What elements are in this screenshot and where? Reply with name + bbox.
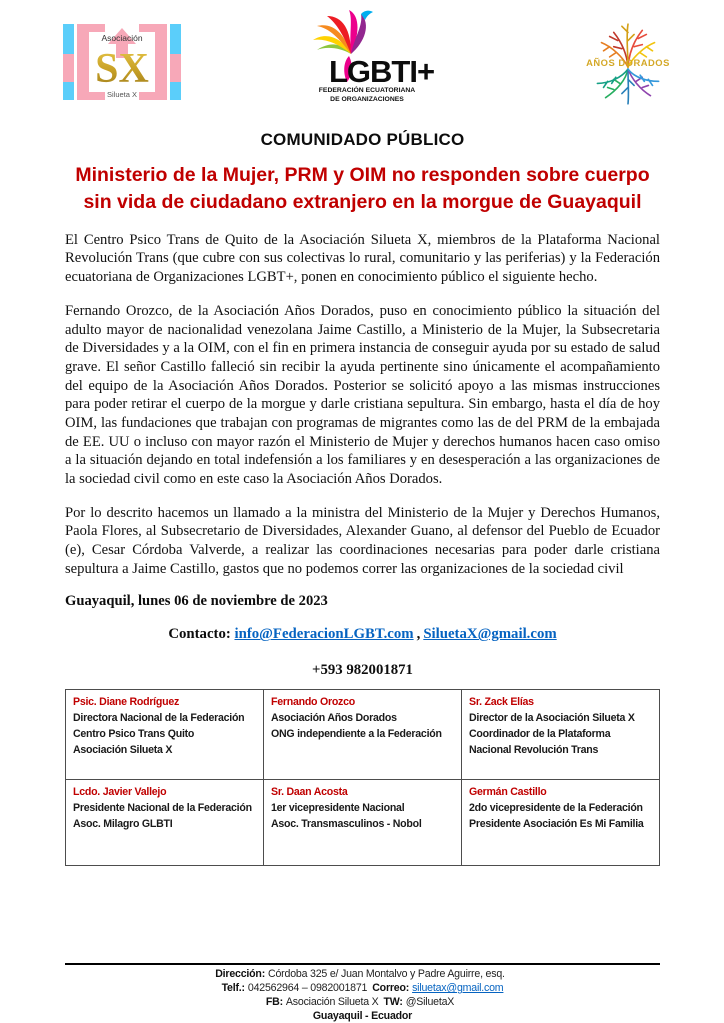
contact-label: Contacto: bbox=[168, 626, 231, 643]
document-title: COMUNIDADO PÚBLICO bbox=[260, 130, 465, 149]
paragraph-1: El Centro Psico Trans de Quito de la Asociación Silueta X, miembros de la Plataforma Nacional Revolución Trans (que cubre con sus colectivas lo rural, comunitario y las periferias) y la Federación ecuatoriana de Organizaciones LGBT+, ponen en conocimiento público el siguiente hecho. bbox=[65, 231, 660, 286]
footer-email-link[interactable]: siluetax@gmail.com bbox=[412, 982, 504, 994]
signatory-cell bbox=[66, 690, 264, 780]
headline: Ministerio de la Mujer, PRM y OIM no responden sobre cuerpo sin vida de ciudadano extranjero en la morgue de Guayaquil bbox=[75, 164, 650, 213]
signatory-role: Asoc. Transmasculinos - Nobol bbox=[271, 818, 422, 831]
signatory-role: 1er vicepresidente Nacional bbox=[271, 802, 405, 815]
telf-label: Telf.: bbox=[221, 982, 245, 994]
lgbti-logo-line2: DE ORGANIZACIONES bbox=[330, 96, 404, 103]
fb-value: Asociación Silueta X bbox=[285, 995, 379, 1008]
signatory-name: Germán Castillo bbox=[469, 786, 547, 799]
footer-city: Guayaquil - Ecuador bbox=[312, 1009, 413, 1022]
table-row bbox=[66, 780, 660, 866]
contact-phone: +593 982001871 bbox=[312, 662, 413, 679]
direccion-value: Córdoba 325 e/ Juan Montalvo y Padre Aguirre, esq. bbox=[268, 968, 505, 981]
anos-dorados-logo-name: AÑOS DORADOS bbox=[586, 58, 670, 69]
signatory-name: Psic. Diane Rodríguez bbox=[73, 696, 180, 709]
footer-social-line bbox=[65, 996, 660, 1010]
signatory-role: Centro Psico Trans Quito bbox=[73, 728, 195, 741]
footer-phone-line bbox=[65, 982, 660, 996]
signatories-table bbox=[65, 689, 660, 866]
anos-dorados-logo-icon bbox=[576, 12, 680, 114]
signatory-name: Fernando Orozco bbox=[271, 696, 355, 709]
lgbti-federation-logo-svg bbox=[295, 8, 435, 104]
signatory-name: Sr. Daan Acosta bbox=[271, 786, 348, 799]
silueta-x-logo-top-text: Asociación bbox=[101, 33, 143, 43]
lgbti-logo-acronym: LGBTI+ bbox=[329, 54, 435, 89]
logo-header bbox=[65, 8, 670, 118]
lgbti-logo-line1: FEDERACIÓN ECUATORIANA bbox=[318, 87, 416, 94]
telf-value: 042562964 – 0982001871 bbox=[247, 982, 368, 994]
tw-label: TW: bbox=[383, 995, 403, 1008]
paragraph-2: Fernando Orozco, de la Asociación Años Dorados, puso en conocimiento público la situación del adulto mayor de nacionalidad venezolana Jaime Castillo, a Ministerio de la Mujer, la Subsecretaria de Diversidades y a la OIM, con el fin en primera instancia de conseguir ayuda por su estado de salud grave. El señor Castillo falleció sin recibir la ayuda pertinente sino únicamente el acompañamiento del equipo de la Asociación Años Dorados. Posterior se solicitó apoyo a las mismas instrucciones para poder retirar el cuerpo de la morgue y darle cristiana sepultura. Sin embargo, hasta el día de hoy OIM, las fundaciones que trabajan con programas de migrantes como las de del PRM de la embajada de EE. UU o incluso con mayor razón el Ministerio de Mujer y derechos humanos hacen caso omiso a la situación dejando en total indefensión a los familiares y en desesperación a las organizaciones de la sociedad civil como en este caso la Asociación Años Dorados. bbox=[65, 302, 660, 487]
footer-address-line bbox=[65, 968, 660, 982]
table-row bbox=[66, 690, 660, 780]
signatory-role: Nacional Revolución Trans bbox=[469, 743, 599, 756]
anos-dorados-logo-svg bbox=[576, 12, 680, 114]
signatory-role: ONG independiente a la Federación bbox=[271, 728, 442, 741]
correo-label: Correo: bbox=[372, 982, 410, 994]
contact-email-siluetax-link[interactable]: SiluetaX@gmail.com bbox=[423, 626, 557, 643]
direccion-label: Dirección: bbox=[215, 968, 266, 981]
silueta-x-logo-initials: SX bbox=[95, 46, 149, 92]
signatory-role: Directora Nacional de la Federación bbox=[73, 712, 245, 725]
signatory-role: Director de la Asociación Silueta X bbox=[469, 712, 635, 725]
paragraph-3: Por lo descrito hacemos un llamado a la ministra del Ministerio de la Mujer y Derechos Humanos, Paola Flores, al Subsecretario de Diversidades, Alexander Guano, al defensor del Pueblo de Ecuador (e), Cesar Córdoba Valverde, a realizar las coordinaciones necesarias para poder darle cristiana sepultura a Jaime Castillo, gastos que no podemos correr las organizaciones de la sociedad civil bbox=[65, 504, 660, 577]
dateline: Guayaquil, lunes 06 de noviembre de 2023 bbox=[65, 593, 328, 610]
tw-value: @SiluetaX bbox=[405, 995, 455, 1008]
silueta-x-logo-svg bbox=[63, 18, 181, 104]
signatory-role: Presidente Asociación Es Mi Familia bbox=[469, 818, 644, 831]
signatory-role: Asociación Silueta X bbox=[73, 743, 173, 756]
contact-email-federacion-link[interactable]: info@FederacionLGBT.com bbox=[234, 626, 414, 643]
fb-label: FB: bbox=[265, 995, 283, 1008]
signatory-cell bbox=[66, 780, 264, 866]
document-footer bbox=[65, 963, 660, 1023]
signatory-cell bbox=[462, 690, 660, 780]
signatory-role: Presidente Nacional de la Federación bbox=[73, 802, 252, 815]
signatory-cell bbox=[264, 780, 462, 866]
signatory-cell bbox=[462, 780, 660, 866]
silueta-x-logo-bottom-text: Silueta X bbox=[106, 90, 138, 99]
lgbti-federation-logo-icon bbox=[295, 8, 435, 104]
signatory-role: Coordinador de la Plataforma bbox=[469, 728, 611, 741]
signatory-role: Asoc. Milagro GLBTI bbox=[73, 818, 173, 831]
silueta-x-logo-icon bbox=[63, 18, 181, 104]
contact-line bbox=[65, 626, 660, 643]
contact-separator: , bbox=[416, 626, 421, 643]
signatory-name: Lcdo. Javier Vallejo bbox=[73, 786, 167, 799]
signatory-cell bbox=[264, 690, 462, 780]
signatory-role: Asociación Años Dorados bbox=[271, 712, 397, 725]
signatory-role: 2do vicepresidente de la Federación bbox=[469, 802, 643, 815]
signatory-name: Sr. Zack Elías bbox=[469, 696, 534, 709]
